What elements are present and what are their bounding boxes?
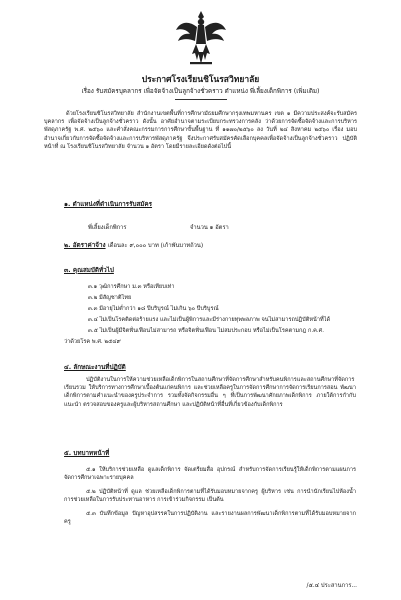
position-name: พี่เลี้ยงเด็กพิการ (88, 225, 127, 231)
qualification-item: ๓.๕ ไม่เป็นผู้มีจิตฟั่นเฟือนไม่สามารถ หรือจิตฟั่นเฟือน ไม่สมประกอบ หรือไม่เป็นโรคตามกฎ ก.ค.ศ. (88, 328, 324, 334)
section-4-heading: ๔. ลักษณะงานที่ปฏิบัติ (64, 364, 126, 371)
position-count: จำนวน ๑ อัตรา (190, 225, 229, 231)
duty-item: ๕.๓ บันทึกข้อมูล ปัญหาอุปสรรคในการปฏิบัติงาน และรายงานผลการพัฒนาเด็กพิการตามที่ได้รับมอบหมายจากครู (64, 511, 356, 526)
qualification-item: ๓.๓ มีอายุไม่ต่ำกว่า ๑๘ ปีบริบูรณ์ ไม่เกิน ๖๐ ปีบริบูรณ์ (88, 306, 219, 312)
document-subtitle: เรื่อง รับสมัครบุคลากร เพื่อจัดจ้างเป็นลูกจ้างชั่วคราว ตำแหน่ง พี่เลี้ยงเด็กพิการ (เพิ่มเติม) (81, 88, 320, 95)
qualification-item: ๓.๒ มีสัญชาติไทย (88, 295, 132, 301)
continuation-note: /๕.๔ ประสานการ... (306, 583, 357, 589)
duty-item: ๕.๒ ปฏิบัติหน้าที่ ดูแล ช่วยเหลือเด็กพิการตามที่ได้รับมอบหมายจากครู ผู้บริหาร เช่น การนำนักเรียนไปห้องน้ำ การช่วยเหลือในการรับประทานอาหาร การเข้าร่วมกิจกรรม เป็นต้น (64, 489, 356, 504)
section-1-heading: ๑. ตำแหน่งที่ดำเนินการรับสมัคร (64, 201, 153, 208)
section-5-heading: ๕. บทบาทหน้าที่ (64, 450, 110, 457)
wage-text: เดือนละ ๙,๐๐๐ บาท (เก้าพันบาทถ้วน) (107, 243, 204, 249)
section-2-heading: ๒. อัตราค่าจ้าง เดือนละ ๙,๐๐๐ บาท (เก้าพันบาทถ้วน) (64, 242, 204, 249)
duty-item: ๕.๑ ให้บริการช่วยเหลือ ดูแลเด็กพิการ จัดเตรียมสื่อ อุปกรณ์ สำหรับการจัดการเรียนรู้ให้เด็กพิการตามแผนการจัดการศึกษาเฉพาะรายบุคคล (64, 467, 356, 482)
section-3-heading: ๓. คุณสมบัติทั่วไป (64, 267, 114, 274)
qualification-item: ว่าด้วยโรค พ.ศ. ๒๕๔๙ (64, 339, 121, 345)
intro-paragraph: ด้วยโรงเรียนชิโนรสวิทยาลัย สำนักงานเขตพื้นที่การศึกษามัธยมศึกษากรุงเทพมหานคร เขต ๑ มีความประสงค์จะรับสมัครบุคลากร เพื่อจัดจ้างเป็นลูกจ้างชั่วคราว ดังนั้น อาศัยอำนาจตามระเบียบกระทรวงการคลัง ว่าด้วยการจัดซื้อจัดจ้างและการบริหารพัสดุภาครัฐ พ.ศ. ๒๕๖๐ และคำสั่งคณะกรรมการการศึกษาขั้นพื้นฐาน ที่ ๑๑๗๐/๒๕๖๐ ลง วันที่ ๒๔ สิงหาคม ๒๕๖๐ เรื่อง มอบอำนาจเกี่ยวกับการจัดซื้อจัดจ้างและการบริหารพัสดุภาครัฐ จึงประกาศรับสมัครคัดเลือกบุคคลเพื่อจัดจ้างเป็นลูกจ้างชั่วคราว ปฏิบัติหน้าที่ ณ โรงเรียนชิโนรสวิทยาลัย จำนวน ๑ อัตรา โดยมีรายละเอียดดังต่อไปนี้ (44, 111, 357, 150)
job-description: ปฏิบัติงานในการให้ความช่วยเหลือเด็กพิการในสถานศึกษาที่จัดการศึกษาสำหรับคนพิการและสถานศึกษาที่จัดการเรียนรวม ให้บริการทางการศึกษาเบื้องต้นแก่คนพิการ และช่วยเหลือครูในการจัดการศึกษาการจัดการเรียนการสอน พัฒนาเด็กพิการตามคำแนะนำของครูประจำการ รวมทั้งจัดกิจกรรมอื่น ๆ ที่เป็นการพัฒนาศักยภาพเด็กพิการ ภายใต้การกำกับ แนะนำ ตรวจสอบของครูและผู้บริหารสถานศึกษา และปฏิบัติหน้าที่อื่นที่เกี่ยวข้องกับเด็กพิการ (64, 377, 356, 408)
qualification-item: ๓.๑ วุฒิการศึกษา ม.๓ หรือเทียบเท่า (88, 284, 175, 290)
title-divider (175, 99, 227, 100)
document-title: ประกาศโรงเรียนชิโนรสวิทยาลัย (141, 75, 260, 85)
qualification-item: ๓.๔ ไม่เป็นโรคติดต่อร้ายแรง และไม่เป็นผู้พิการและมีร่างกายทุพพลภาพ จนไม่สามารถปฏิบัติหน้าที่ได้ (88, 317, 331, 323)
garuda-emblem (174, 8, 228, 68)
